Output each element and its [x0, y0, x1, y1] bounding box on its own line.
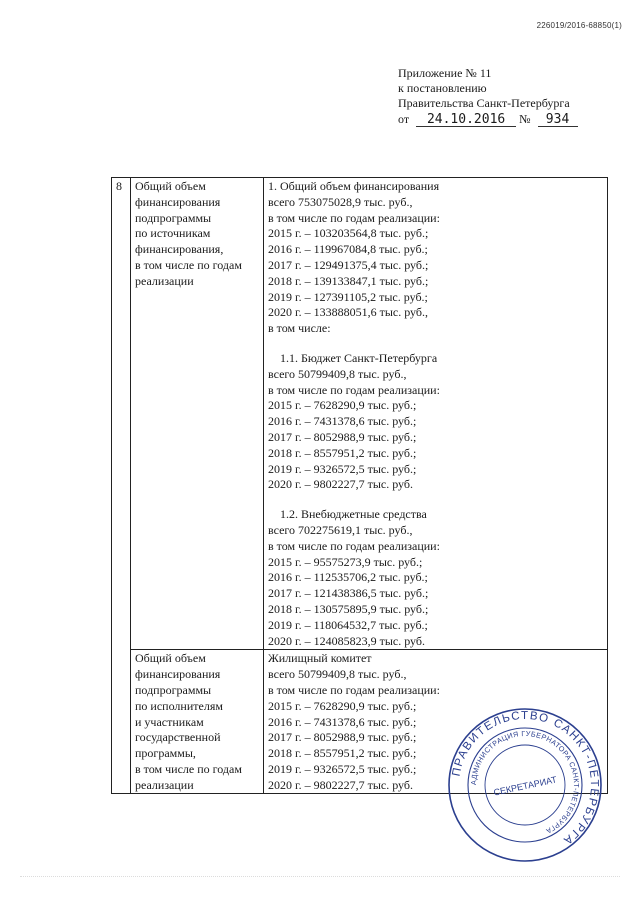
financing-line: 2018 г. – 8557951,2 тыс. руб.;	[268, 746, 417, 761]
financing-line: 2019 г. – 9326572,5 тыс. руб.;	[268, 461, 417, 476]
appendix-line-2: к постановлению	[398, 81, 487, 95]
financing-line: 2019 г. – 118064532,7 тыс. руб.;	[268, 617, 428, 632]
stamp-center-text: СЕКРЕТАРИАТ	[492, 774, 558, 798]
financing-line: 2017 г. – 121438386,5 тыс. руб.;	[268, 586, 429, 601]
financing-line: 2016 г. – 7431378,6 тыс. руб.;	[268, 714, 417, 729]
executors-label	[135, 651, 259, 793]
financing-line: 2017 г. – 129491375,4 тыс. руб.;	[268, 257, 429, 272]
financing-line: 2019 г. – 127391105,2 тыс. руб.;	[268, 289, 428, 304]
number-label: №	[519, 112, 531, 126]
financing-block	[268, 351, 603, 493]
document-id: 226019/2016-68850(1)	[536, 21, 622, 30]
appendix-header	[398, 66, 578, 127]
row-number: 8	[112, 178, 131, 794]
label-line: в том числе по годам	[135, 761, 242, 776]
sources-label	[135, 179, 259, 290]
label-line: финансирования	[135, 667, 221, 682]
appendix-title: Приложение № 11	[398, 66, 492, 80]
resolution-number: 934	[538, 113, 578, 127]
financing-line: 2017 г. – 8052988,9 тыс. руб.;	[268, 429, 417, 444]
financing-line: 1. Общий объем финансирования	[268, 179, 440, 193]
label-line: подпрограммы	[135, 682, 212, 697]
financing-line: 2020 г. – 133888051,6 тыс. руб.,	[268, 305, 428, 320]
from-label: от	[398, 112, 410, 126]
label-line: Общий объем	[135, 651, 206, 666]
financing-line: в том числе по годам реализации:	[268, 538, 440, 553]
financing-line: 1.2. Внебюджетные средства	[280, 507, 427, 522]
official-stamp	[445, 705, 605, 865]
financing-line: 2020 г. – 9802227,7 тыс. руб.	[268, 477, 413, 492]
financing-line: 2015 г. – 95575273,9 тыс. руб.;	[268, 554, 423, 569]
resolution-date: 24.10.2016	[416, 113, 516, 127]
financing-line: 2016 г. – 112535706,2 тыс. руб.;	[268, 570, 428, 585]
financing-line: в том числе по годам реализации:	[268, 210, 440, 225]
financing-line: 1.1. Бюджет Санкт-Петербурга	[280, 350, 438, 365]
appendix-date-line	[398, 112, 578, 127]
financing-line: 2018 г. – 130575895,9 тыс. руб.;	[268, 601, 429, 616]
financing-block	[268, 507, 603, 649]
label-line: программы,	[135, 746, 196, 761]
financing-line: 2015 г. – 7628290,9 тыс. руб.;	[268, 698, 417, 713]
stamp-inner-text: АДМИНИСТРАЦИЯ ГУБЕРНАТОРА САНКТ-ПЕТЕРБУРГА	[468, 728, 582, 836]
label-line: и участникам	[135, 714, 204, 729]
label-line: финансирования,	[135, 242, 224, 257]
label-line: подпрограммы	[135, 210, 212, 225]
appendix-line-3: Правительства Санкт-Петербурга	[398, 96, 570, 110]
sources-content-cell	[264, 178, 608, 650]
stamp-outer-text: ПРАВИТЕЛЬСТВО САНКТ-ПЕТЕРБУРГА	[450, 709, 601, 847]
label-line: финансирования	[135, 194, 221, 209]
executors-label-cell	[131, 650, 264, 794]
financing-line: в том числе по годам реализации:	[268, 682, 440, 697]
financing-line: 2019 г. – 9326572,5 тыс. руб.;	[268, 761, 417, 776]
label-line: по исполнителям	[135, 698, 223, 713]
label-line: Общий объем	[135, 179, 206, 193]
financing-line: всего 50799409,8 тыс. руб.,	[268, 366, 407, 381]
financing-table	[111, 177, 608, 794]
financing-line: 2017 г. – 8052988,9 тыс. руб.;	[268, 730, 417, 745]
label-line: в том числе по годам	[135, 257, 242, 272]
financing-line: 2018 г. – 139133847,1 тыс. руб.;	[268, 273, 429, 288]
financing-line: 2015 г. – 7628290,9 тыс. руб.;	[268, 398, 417, 413]
financing-line: 2020 г. – 9802227,7 тыс. руб.	[268, 777, 413, 792]
financing-line: Жилищный комитет	[268, 651, 372, 666]
financing-line: всего 50799409,8 тыс. руб.,	[268, 667, 407, 682]
table-row-sources	[112, 178, 608, 650]
financing-block	[268, 179, 603, 337]
label-line: реализации	[135, 273, 194, 288]
financing-line: 2016 г. – 7431378,6 тыс. руб.;	[268, 414, 417, 429]
financing-line: всего 753075028,9 тыс. руб.,	[268, 194, 413, 209]
financing-line: 2020 г. – 124085823,9 тыс. руб.	[268, 633, 425, 648]
financing-line: 2016 г. – 119967084,8 тыс. руб.;	[268, 242, 428, 257]
scan-artifact-line	[20, 876, 620, 881]
financing-line: 2018 г. – 8557951,2 тыс. руб.;	[268, 445, 417, 460]
financing-line: всего 702275619,1 тыс. руб.,	[268, 522, 413, 537]
sources-label-cell	[131, 178, 264, 650]
label-line: государственной	[135, 730, 221, 745]
financing-line: 2015 г. – 103203564,8 тыс. руб.;	[268, 226, 429, 241]
financing-line: в том числе по годам реализации:	[268, 382, 440, 397]
label-line: реализации	[135, 777, 194, 792]
sources-content	[268, 179, 603, 649]
financing-line: в том числе:	[268, 321, 331, 336]
label-line: по источникам	[135, 226, 211, 241]
